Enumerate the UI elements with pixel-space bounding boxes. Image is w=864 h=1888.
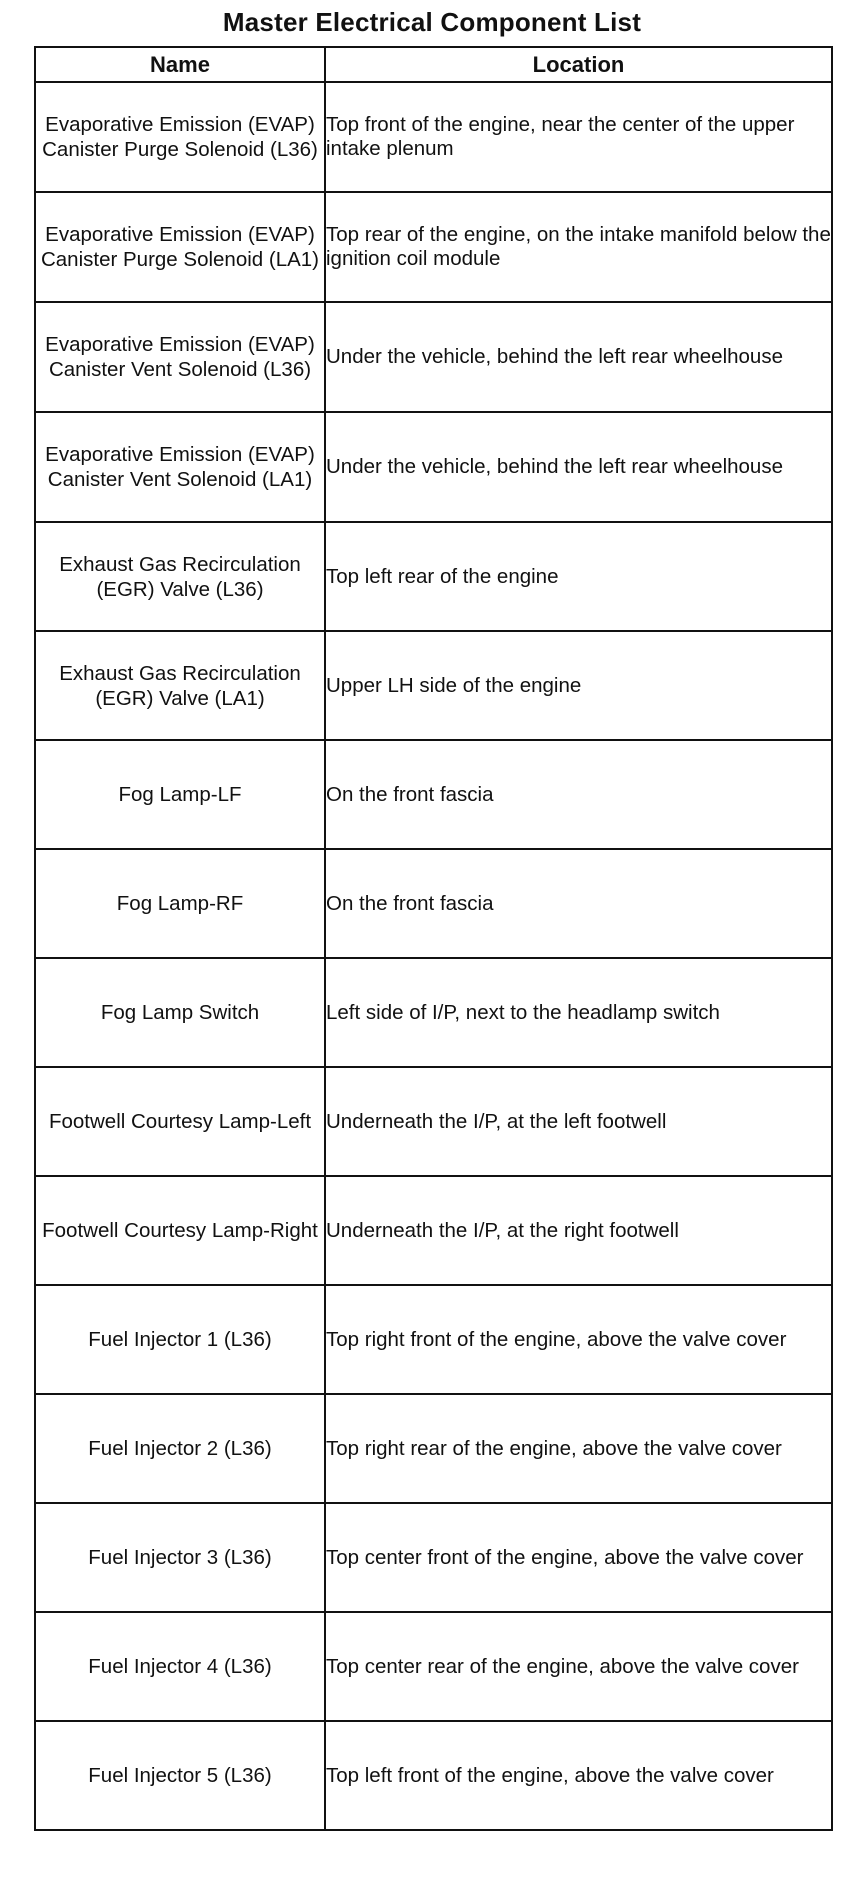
table-row	[35, 1394, 832, 1503]
component-location: Top right rear of the engine, above the valve cover	[325, 1394, 832, 1503]
table-row	[35, 849, 832, 958]
component-location: Top center front of the engine, above the valve cover	[325, 1503, 832, 1612]
component-name: Fog Lamp-LF	[35, 740, 325, 849]
component-location: Under the vehicle, behind the left rear wheelhouse	[325, 302, 832, 412]
table-row	[35, 958, 832, 1067]
component-location: Left side of I/P, next to the headlamp switch	[325, 958, 832, 1067]
column-header-location: Location	[325, 47, 832, 82]
component-name: Evaporative Emission (EVAP) Canister Purge Solenoid (L36)	[35, 82, 325, 192]
component-location: Upper LH side of the engine	[325, 631, 832, 740]
component-name: Evaporative Emission (EVAP) Canister Vent Solenoid (LA1)	[35, 412, 325, 522]
component-table	[34, 46, 833, 1831]
component-name: Footwell Courtesy Lamp-Left	[35, 1067, 325, 1176]
component-name: Fuel Injector 1 (L36)	[35, 1285, 325, 1394]
component-location: Top right front of the engine, above the valve cover	[325, 1285, 832, 1394]
component-name: Exhaust Gas Recirculation (EGR) Valve (LA1)	[35, 631, 325, 740]
component-location: Top front of the engine, near the center of the upper intake plenum	[325, 82, 832, 192]
component-name: Fuel Injector 4 (L36)	[35, 1612, 325, 1721]
component-name: Fuel Injector 5 (L36)	[35, 1721, 325, 1830]
component-location: Under the vehicle, behind the left rear wheelhouse	[325, 412, 832, 522]
component-name: Evaporative Emission (EVAP) Canister Vent Solenoid (L36)	[35, 302, 325, 412]
table-row	[35, 631, 832, 740]
component-location: Top center rear of the engine, above the valve cover	[325, 1612, 832, 1721]
table-row	[35, 1067, 832, 1176]
component-name: Exhaust Gas Recirculation (EGR) Valve (L36)	[35, 522, 325, 631]
component-name: Footwell Courtesy Lamp-Right	[35, 1176, 325, 1285]
component-location: Underneath the I/P, at the left footwell	[325, 1067, 832, 1176]
component-name: Evaporative Emission (EVAP) Canister Purge Solenoid (LA1)	[35, 192, 325, 302]
component-name: Fog Lamp-RF	[35, 849, 325, 958]
component-location: On the front fascia	[325, 849, 832, 958]
component-location: Top rear of the engine, on the intake manifold below the ignition coil module	[325, 192, 832, 302]
page-title: Master Electrical Component List	[222, 7, 642, 37]
table-row	[35, 82, 832, 192]
component-location: Top left rear of the engine	[325, 522, 832, 631]
component-name: Fog Lamp Switch	[35, 958, 325, 1067]
table-row	[35, 740, 832, 849]
table-row	[35, 1176, 832, 1285]
table-row	[35, 1721, 832, 1830]
table-row	[35, 1503, 832, 1612]
component-location: Top left front of the engine, above the valve cover	[325, 1721, 832, 1830]
component-name: Fuel Injector 2 (L36)	[35, 1394, 325, 1503]
table-header-row	[35, 47, 832, 82]
table-row	[35, 1285, 832, 1394]
table-row	[35, 412, 832, 522]
table-row	[35, 302, 832, 412]
component-location: Underneath the I/P, at the right footwell	[325, 1176, 832, 1285]
table-row	[35, 192, 832, 302]
table-row	[35, 522, 832, 631]
component-location: On the front fascia	[325, 740, 832, 849]
column-header-name: Name	[35, 47, 325, 82]
component-name: Fuel Injector 3 (L36)	[35, 1503, 325, 1612]
table-row	[35, 1612, 832, 1721]
